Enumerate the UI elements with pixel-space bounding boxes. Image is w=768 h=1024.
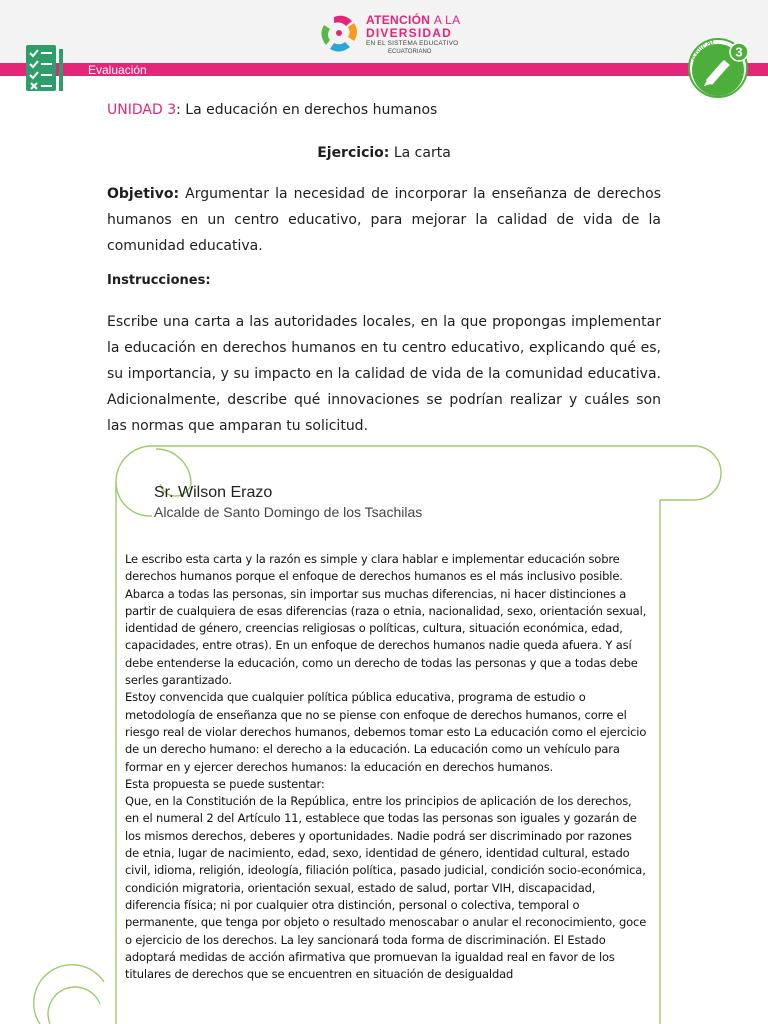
unit-heading: UNIDAD 3: La educación en derechos humanos bbox=[107, 102, 438, 118]
letter-paragraph: Estoy convencida que cualquier política pública educativa, programa de estudio o metodología de enseñanza que no se piense con enfoque de derechos humanos, corre el riesgo real de violar derechos humanos, debemos tomar esto La educación como el ejercicio de un derecho humano: el derecho a la educación. La educación como un vehículo para formar en y ejercer derechos humanos: la educación en derechos humanos. bbox=[125, 690, 647, 774]
letter-body bbox=[125, 551, 647, 983]
badge-number: 3 bbox=[735, 44, 743, 60]
section-label: Evaluación bbox=[88, 63, 147, 77]
objective-paragraph: Objetivo: Argumentar la necesidad de incorporar la enseñanza de derechos humanos en un centro educativo, para mejorar la calidad de vida de la comunidad educativa. bbox=[107, 186, 661, 254]
instructions-title: Instrucciones: bbox=[107, 273, 211, 288]
addressee-title: Alcalde de Santo Domingo de los Tsachilas bbox=[154, 504, 423, 520]
letter-paragraph: Le escribo esta carta y la razón es simple y clara hablar e implementar educación sobre derechos humanos porque el enfoque de derechos humanos es el más inclusivo posible. Abarca a todas las personas, sin importar sus muchas diferencias, ni hacer distinciones a partir de cualquiera de esas diferencias (raza o etnia, nacionalidad, sexo, orientación sexual, identidad de género, creencias religiosas o políticas, cultura, situación económica, edad, capacidades, entre otras). En un enfoque de derechos humanos nadie queda afuera. Y así debe entenderse la educación, como un derecho de todas las personas y que a todas debe serles garantizado. bbox=[125, 552, 647, 688]
badge-label: Aplicar bbox=[688, 36, 716, 63]
exercise-heading: Ejercicio: La carta bbox=[317, 145, 451, 161]
instructions-paragraph: Escribe una carta a las autoridades locales, en la que propongas implementar la educación en derechos humanos en tu centro educativo, explicando qué es, su importancia, y su impacto en la calidad de vida de la comunidad educativa. Adicionalmente, describe qué innovaciones se podrían realizar y cuáles son las normas que amparan tu solicitud. bbox=[107, 314, 661, 434]
logo-text: ATENCIÓN A LA DIVERSIDAD EN EL SISTEMA EDUCATIVO ECUATORIANO bbox=[366, 13, 461, 55]
letter-addressee bbox=[154, 484, 422, 520]
letter-paragraph: Esta propuesta se puede sustentar: bbox=[125, 776, 325, 791]
letter-paragraph: Que, en la Constitución de la República, entre los principios de aplicación de los derechos, en el numeral 2 del Artículo 11, establece que todas las personas son iguales y gozarán de los mismos derechos, deberes y oportunidades. Nadie podrá ser discriminado por razones de etnia, lugar de nacimiento, edad, sexo, identidad de género, identidad cultural, estado civil, idioma, religión, ideología, filiación política, pasado judicial, condición socio-económica, condición migratoria, orientación sexual, estado de salud, portar VIH, discapacidad, diferencia física; ni por cualquier otra distinción, personal o colectiva, temporal o permanente, que tenga por objeto o resultado menoscabar o anular el reconocimiento, goce o ejercicio de los derechos. La ley sancionará toda forma de discriminación. El Estado adoptará medidas de acción afirmativa que promuevan la igualdad real en favor de los titulares de derechos que se encuentren en situación de desigualdad bbox=[125, 794, 647, 982]
addressee-name: Sr. Wilson Erazo bbox=[154, 484, 273, 501]
